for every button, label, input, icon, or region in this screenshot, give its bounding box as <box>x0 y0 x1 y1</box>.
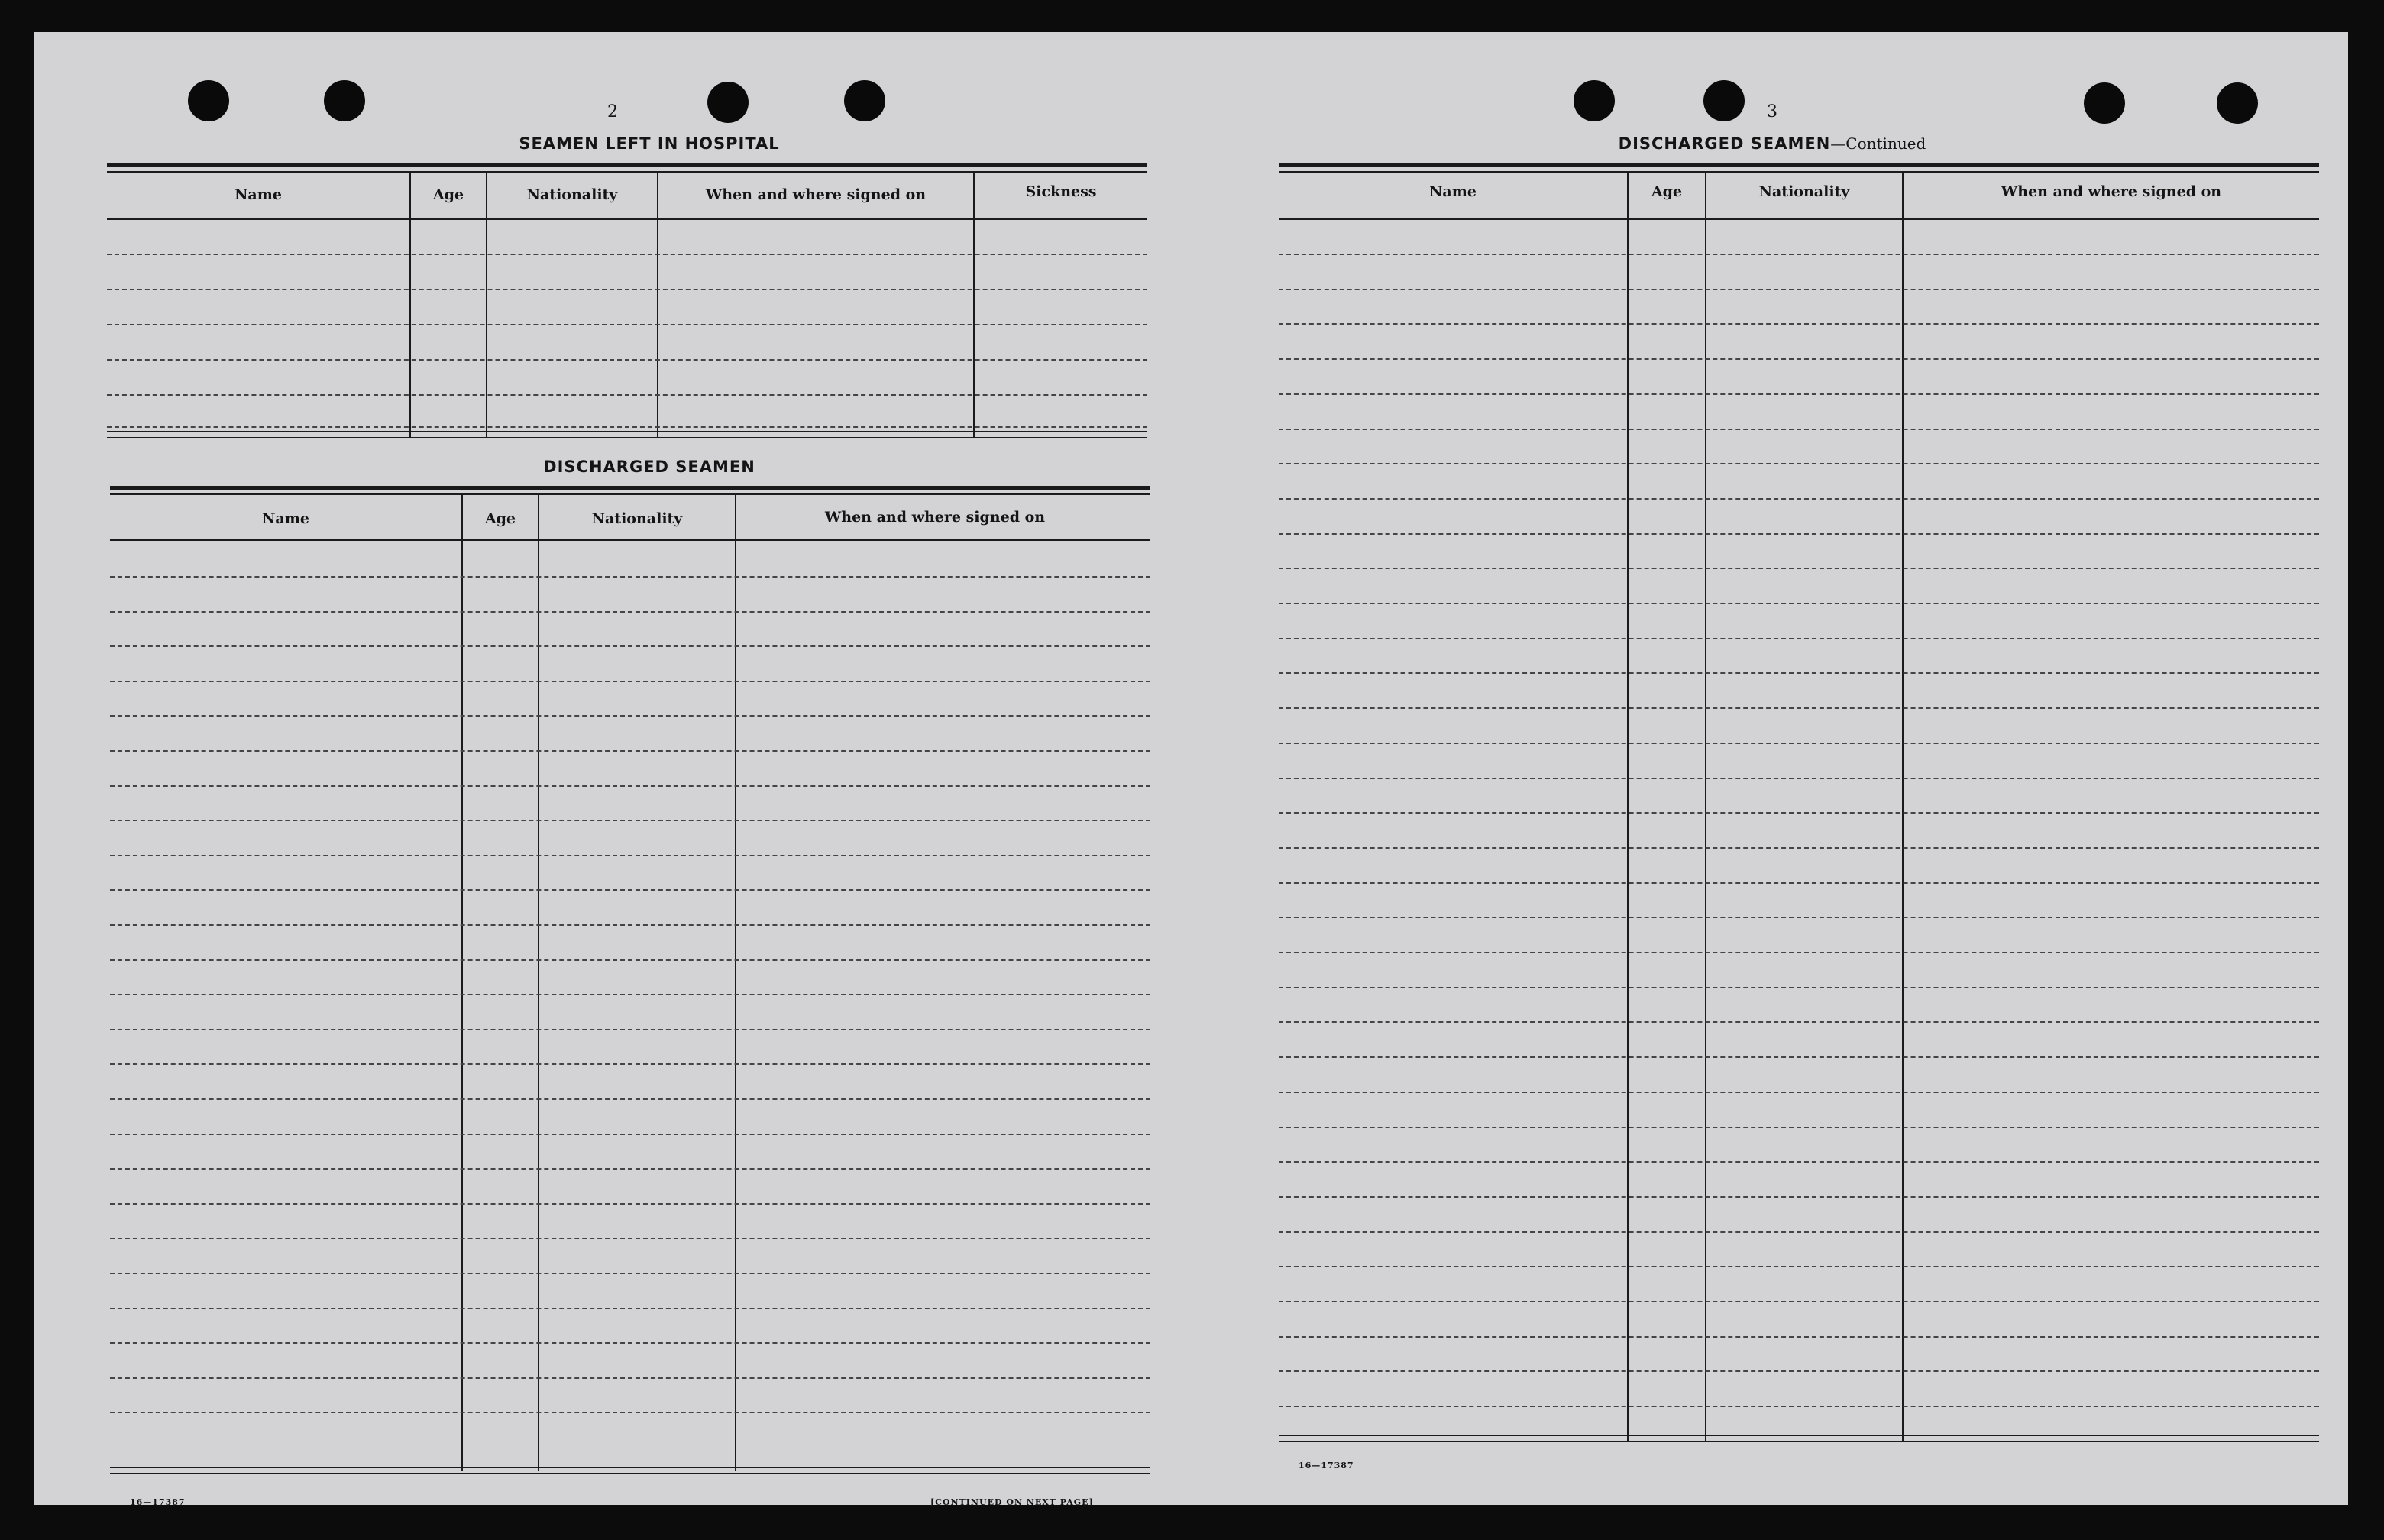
entry-line <box>1279 254 2319 255</box>
entry-line <box>1279 289 2319 290</box>
entry-line <box>110 1063 1150 1065</box>
punch-hole <box>188 80 229 121</box>
entry-line <box>1279 1196 2319 1198</box>
punch-hole <box>1574 80 1615 121</box>
section-title-suffix: —Continued <box>1830 134 1926 153</box>
column-divider <box>1705 173 1706 1441</box>
table-top-rule <box>107 163 1147 167</box>
entry-line <box>110 1029 1150 1030</box>
header-divider <box>1279 218 2319 220</box>
table-bottom-rule <box>110 1473 1150 1474</box>
entry-line <box>110 1342 1150 1344</box>
discharged-section-title: DISCHARGED SEAMEN <box>543 458 755 476</box>
entry-line <box>1279 603 2319 604</box>
column-divider <box>657 173 658 437</box>
table-top-rule-thin <box>107 171 1147 173</box>
entry-line <box>1279 533 2319 535</box>
table-bottom-rule <box>107 431 1147 432</box>
entry-line <box>110 889 1150 891</box>
entry-line <box>110 1134 1150 1135</box>
header-divider <box>110 539 1150 541</box>
entry-line <box>1279 1266 2319 1267</box>
entry-line <box>1279 1092 2319 1093</box>
entry-line <box>1279 1301 2319 1302</box>
entry-line <box>110 1308 1150 1309</box>
entry-line <box>107 359 1147 361</box>
entry-line <box>1279 707 2319 709</box>
table-bottom-rule <box>110 1467 1150 1468</box>
entry-line <box>110 1203 1150 1205</box>
entry-line <box>110 959 1150 961</box>
column-header-signed-on: When and where signed on <box>824 509 1046 526</box>
column-divider <box>1627 173 1629 1441</box>
entry-line <box>1279 882 2319 884</box>
entry-line <box>1279 358 2319 360</box>
entry-line <box>107 324 1147 325</box>
entry-line <box>110 1273 1150 1274</box>
entry-line <box>1279 987 2319 988</box>
section-title: DISCHARGED SEAMEN <box>1618 134 1831 153</box>
column-header-name: Name <box>235 186 282 203</box>
column-header-nationality: Nationality <box>591 510 683 527</box>
column-divider <box>538 495 539 1471</box>
entry-line <box>1279 568 2319 569</box>
column-divider <box>486 173 487 437</box>
column-header-age: Age <box>1651 183 1683 200</box>
entry-line <box>1279 1336 2319 1338</box>
entry-line <box>1279 429 2319 430</box>
column-header-age: Age <box>432 186 464 203</box>
entry-line <box>110 1412 1150 1413</box>
hospital-section-title: SEAMEN LEFT IN HOSPITAL <box>519 134 780 153</box>
entry-line <box>110 1168 1150 1170</box>
table-bottom-rule <box>107 437 1147 438</box>
document-sheet <box>34 32 2348 1505</box>
entry-line <box>110 994 1150 995</box>
entry-line <box>107 289 1147 290</box>
entry-line <box>110 1098 1150 1100</box>
entry-line <box>1279 323 2319 325</box>
entry-line <box>1279 952 2319 953</box>
column-header-age: Age <box>484 510 516 527</box>
entry-line <box>110 1238 1150 1239</box>
entry-line <box>1279 1370 2319 1372</box>
entry-line <box>110 820 1150 821</box>
column-header-signed-on: When and where signed on <box>2001 183 2222 200</box>
column-divider <box>1902 173 1904 1441</box>
table-top-rule <box>1279 163 2319 167</box>
entry-line <box>110 750 1150 752</box>
entry-line <box>107 426 1147 428</box>
entry-line <box>110 681 1150 682</box>
entry-line <box>110 785 1150 787</box>
table-bottom-rule <box>1279 1441 2319 1442</box>
entry-line <box>1279 393 2319 395</box>
entry-line <box>110 924 1150 926</box>
entry-line <box>1279 778 2319 779</box>
entry-line <box>1279 1127 2319 1128</box>
entry-line <box>1279 742 2319 744</box>
column-header-signed-on: When and where signed on <box>705 186 927 203</box>
punch-hole <box>324 80 365 121</box>
punch-hole <box>2084 82 2125 124</box>
continued-note: [CONTINUED ON NEXT PAGE] <box>930 1497 1094 1507</box>
entry-line <box>1279 1056 2319 1058</box>
column-header-name: Name <box>262 510 309 527</box>
entry-line <box>1279 498 2319 500</box>
entry-line <box>110 645 1150 647</box>
column-divider <box>409 173 411 437</box>
column-header-nationality: Nationality <box>1758 183 1850 200</box>
entry-line <box>107 254 1147 255</box>
entry-line <box>1279 463 2319 464</box>
entry-line <box>110 576 1150 578</box>
page-number: 3 <box>1767 102 1777 121</box>
entry-line <box>1279 638 2319 639</box>
entry-line <box>110 855 1150 856</box>
entry-line <box>1279 1021 2319 1023</box>
punch-hole <box>844 80 885 121</box>
entry-line <box>1279 1161 2319 1163</box>
entry-line <box>107 394 1147 396</box>
punch-hole <box>707 82 749 123</box>
entry-line <box>110 1377 1150 1379</box>
entry-line <box>1279 672 2319 674</box>
page-number: 2 <box>607 102 618 121</box>
column-divider <box>973 173 975 437</box>
table-top-rule-thin <box>1279 171 2319 173</box>
punch-hole <box>1703 80 1745 121</box>
table-bottom-rule <box>1279 1435 2319 1436</box>
table-top-rule-thin <box>110 493 1150 495</box>
header-divider <box>107 218 1147 220</box>
entry-line <box>1279 1406 2319 1407</box>
entry-line <box>1279 1231 2319 1233</box>
entry-line <box>1279 812 2319 814</box>
form-number: 16—17387 <box>1299 1461 1354 1470</box>
entry-line <box>1279 917 2319 918</box>
table-top-rule <box>110 486 1150 490</box>
column-header-nationality: Nationality <box>526 186 618 203</box>
column-divider <box>735 495 736 1471</box>
entry-line <box>1279 847 2319 849</box>
entry-line <box>110 611 1150 613</box>
form-number: 16—17387 <box>130 1497 186 1507</box>
entry-line <box>110 715 1150 717</box>
column-divider <box>461 495 463 1471</box>
column-header-sickness: Sickness <box>1025 183 1097 200</box>
punch-hole <box>2217 82 2258 124</box>
discharged-continued-title <box>1535 134 2009 153</box>
column-header-name: Name <box>1429 183 1477 200</box>
